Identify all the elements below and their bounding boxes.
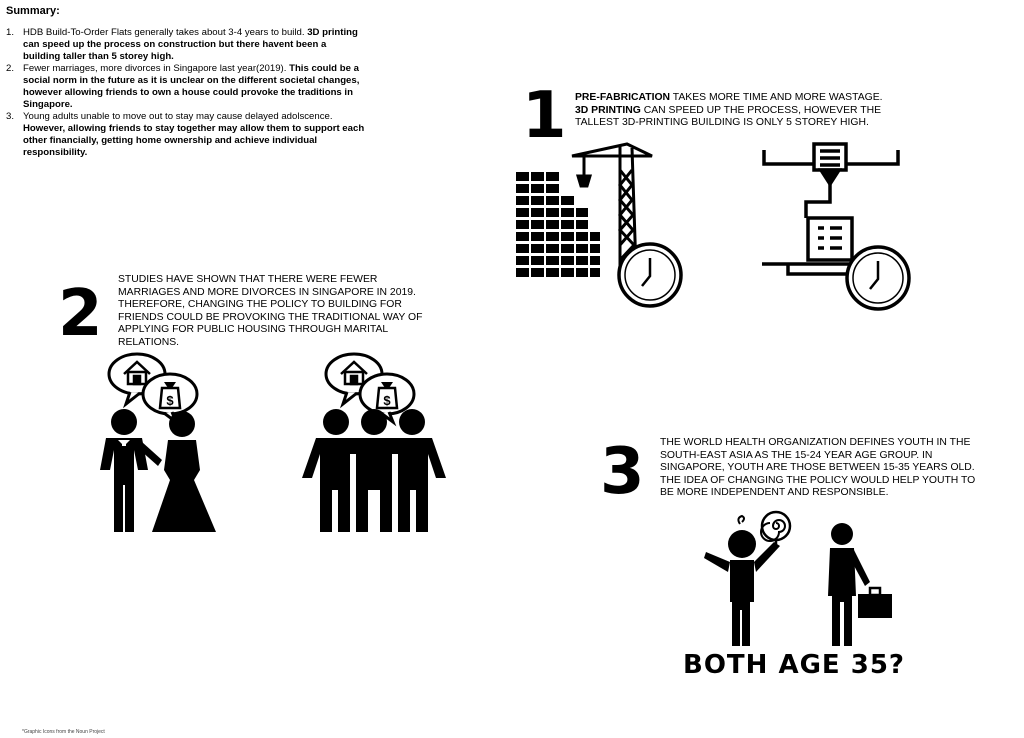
summary-item bbox=[6, 27, 366, 63]
dollar-sign: $ bbox=[166, 393, 174, 408]
section-1-rest-2: CAN SPEED UP THE PROCESS, HOWEVER THE TALLEST 3D-PRINTING BUILDING IS ONLY 5 STOREY HIGH. bbox=[575, 104, 882, 129]
child-and-adult-icon bbox=[700, 510, 900, 650]
brick-crane-icon bbox=[512, 140, 692, 310]
section-1-text bbox=[575, 92, 895, 130]
summary-item-bold: 3D printing can speed up the process on construction but there havent been a building taller than 5 storey high. bbox=[23, 27, 358, 62]
summary-item-text: Fewer marriages, more divorces in Singapore last year(2019). bbox=[23, 63, 290, 74]
section-1-bold-1: PRE-FABRICATION bbox=[575, 92, 671, 103]
icon-credit: *Graphic Icons from the Noun Project bbox=[22, 729, 105, 735]
dollar-sign: $ bbox=[383, 393, 391, 408]
three-friends-icon bbox=[300, 350, 450, 535]
summary-item-number: 2. bbox=[6, 63, 15, 74]
summary-item-bold: This could be a social norm in the future as it is unclear on the different societal changes, however allowing friends to own a house could provoke the traditions in Singapore. bbox=[23, 63, 360, 110]
lollipop-icon bbox=[761, 512, 790, 544]
section-2-text: STUDIES HAVE SHOWN THAT THERE WERE FEWER MARRIAGES AND MORE DIVORCES IN SINGAPORE IN 2019. THEREFORE, CHANGING THE POLICY TO BUILDING FOR FRIENDS COULD BE PROVOKING THE TRADITIONAL WAY OF APPLYING FOR PUBLIC HOUSING THROUGH MARITAL RELATIONS. bbox=[118, 274, 423, 348]
married-couple-icon bbox=[90, 350, 220, 535]
summary-title: Summary: bbox=[6, 5, 60, 17]
summary-item-number: 3. bbox=[6, 111, 15, 122]
both-age-caption: BOTH AGE 35? bbox=[683, 650, 906, 680]
3d-printer-icon bbox=[758, 140, 918, 315]
summary-item-bold: However, allowing friends to stay together may allow them to support each other financially, getting home ownership and achieve individual responsibility. bbox=[23, 123, 365, 158]
briefcase-icon bbox=[858, 594, 892, 618]
section-3-text: THE WORLD HEALTH ORGANIZATION DEFINES YOUTH IN THE SOUTH-EAST ASIA AS THE 15-24 YEAR AGE GROUP. IN SINGAPORE, YOUTH ARE THOSE BETWEEN 15-35 YEARS OLD. THE IDEA OF CHANGING THE POLICY WOULD HELP YOUTH TO BE MORE INDEPENDENT AND RESPONSIBLE. bbox=[660, 437, 976, 499]
section-3-number: 3 bbox=[600, 435, 645, 509]
section-1-rest-1: TAKES MORE TIME AND MORE WASTAGE. bbox=[670, 92, 883, 103]
summary-item-number: 1. bbox=[6, 27, 15, 38]
summary-item bbox=[6, 63, 366, 111]
summary-item-text: HDB Build-To-Order Flats generally takes about 3-4 years to build. bbox=[23, 27, 308, 38]
summary-item bbox=[6, 111, 366, 159]
section-2-number: 2 bbox=[58, 277, 103, 351]
summary-list bbox=[6, 27, 366, 159]
section-1-number: 1 bbox=[522, 79, 567, 153]
section-1-bold-2: 3D PRINTING bbox=[575, 104, 641, 116]
summary-item-text: Young adults unable to move out to stay may cause delayed adolscence. bbox=[23, 111, 333, 122]
